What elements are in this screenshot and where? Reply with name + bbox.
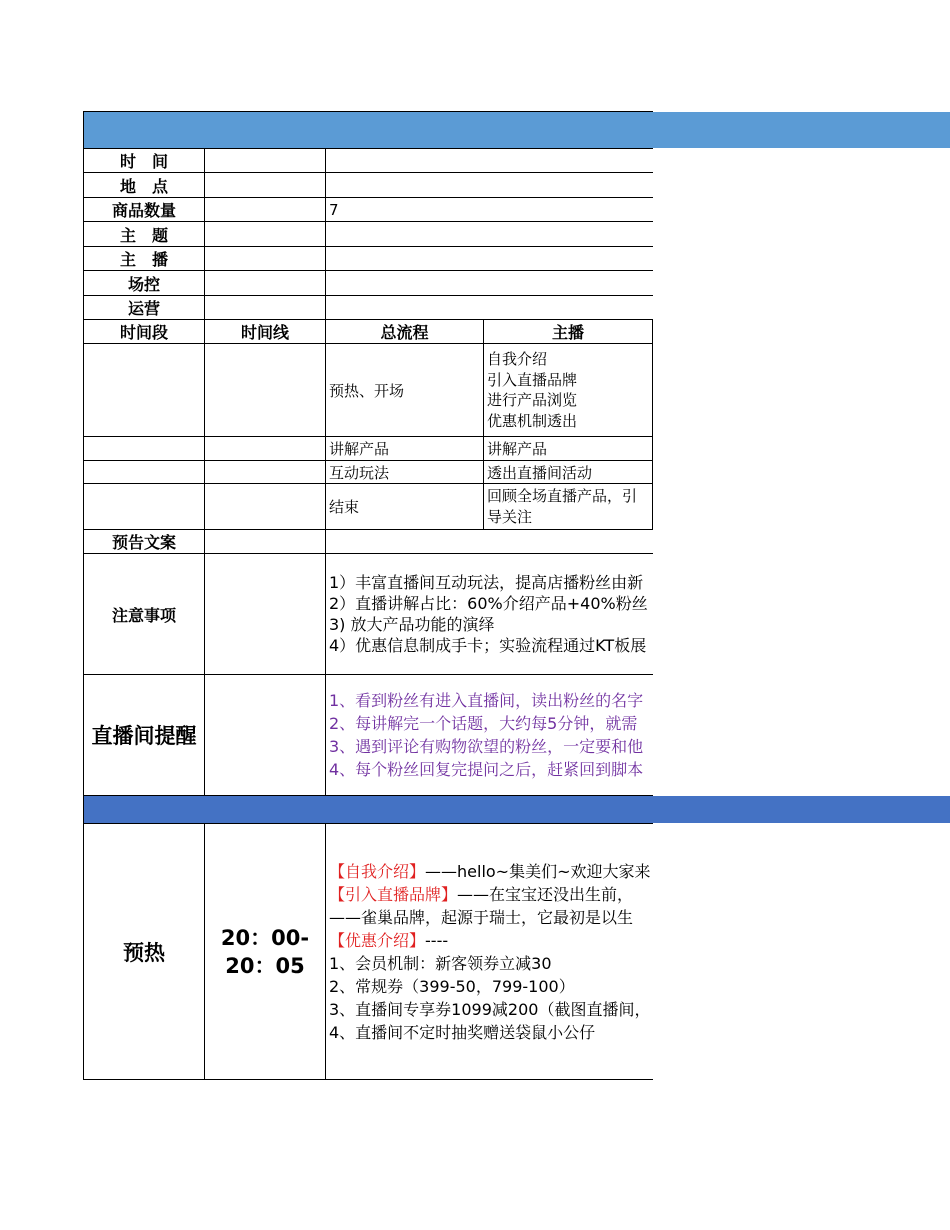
intro-text: ——hello~集美们~欢迎大家来 xyxy=(425,862,651,881)
section-header-band xyxy=(84,796,950,823)
notes-line: 4）优惠信息制成手卡；实验流程通过KT板展 xyxy=(329,636,647,655)
host-line: 导关注 xyxy=(487,507,533,526)
intro-tag: 【自我介绍】 xyxy=(329,862,426,881)
time-label: 时 间 xyxy=(119,152,168,171)
host-cell[interactable]: 透出直播间活动 xyxy=(487,463,593,482)
flow-cell[interactable]: 结束 xyxy=(329,498,360,516)
host-line: 自我介绍 xyxy=(487,350,548,368)
notes-line: 1）丰富直播间互动玩法，提高店播粉丝由新 xyxy=(329,573,644,592)
warmup-time-end: 20：05 xyxy=(225,953,305,978)
reminder-line: 3、遇到评论有购物欲望的粉丝，一定要和他 xyxy=(329,737,644,756)
title-header-band xyxy=(84,112,950,148)
header-period: 时间段 xyxy=(119,323,168,342)
header-host: 主播 xyxy=(551,323,584,342)
host-line: 进行产品浏览 xyxy=(487,391,578,409)
brand-text: ——在宝宝还没出生前， xyxy=(457,885,634,904)
theme-label: 主 题 xyxy=(119,225,168,245)
reminder-line: 2、每讲解完一个话题，大约每5分钟，就需 xyxy=(329,714,638,733)
grid-line xyxy=(84,111,653,112)
grid-line xyxy=(84,1079,653,1080)
notes-label: 注意事项 xyxy=(111,605,176,625)
offer-tag: 【优惠介绍】 xyxy=(329,931,426,950)
notes-line: 3) 放大产品功能的演绎 xyxy=(329,615,495,634)
reminder-label: 直播间提醒 xyxy=(91,724,197,748)
brand-line xyxy=(329,883,633,906)
flow-cell[interactable]: 互动玩法 xyxy=(329,463,390,482)
intro-line xyxy=(329,860,651,883)
host-cell[interactable] xyxy=(484,484,652,529)
flow-cell[interactable]: 预热、开场 xyxy=(329,381,405,400)
grid-line xyxy=(652,319,653,530)
flow-cell[interactable]: 讲解产品 xyxy=(329,440,390,458)
field-control-label: 场控 xyxy=(127,274,160,294)
preview-copy-label: 预告文案 xyxy=(111,533,176,552)
warmup-time-start: 20：00- xyxy=(220,925,310,950)
warmup-label: 预热 xyxy=(123,940,165,965)
reminder-line: 4、每个粉丝回复完提问之后，赶紧回到脚本 xyxy=(329,760,644,779)
offer-text: ---- xyxy=(425,931,449,950)
host-cell[interactable]: 讲解产品 xyxy=(487,440,548,458)
notes-content[interactable] xyxy=(326,554,652,674)
product-count-label: 商品数量 xyxy=(111,201,176,220)
place-label: 地 点 xyxy=(119,176,168,196)
reminder-line: 1、看到粉丝有进入直播间，读出粉丝的名字 xyxy=(329,691,644,710)
offer-item: 1、会员机制：新客领券立减30 xyxy=(329,954,552,973)
header-timeline: 时间线 xyxy=(240,323,289,342)
header-flow: 总流程 xyxy=(380,323,429,342)
grid-line xyxy=(84,795,653,796)
offer-item: 2、常规券（399-50，799-100） xyxy=(329,977,575,996)
host-cell[interactable] xyxy=(484,344,652,436)
warmup-script[interactable] xyxy=(326,824,652,1079)
offer-item: 3、直播间专享券1099减200（截图直播间， xyxy=(329,1000,651,1019)
host-label: 主 播 xyxy=(119,250,168,269)
brand-line-2: ——雀巢品牌，起源于瑞士，它最初是以生 xyxy=(329,908,634,927)
host-line: 回顾全场直播产品，引 xyxy=(487,486,638,505)
reminder-content[interactable] xyxy=(326,675,652,795)
notes-line: 2）直播讲解占比：60%介绍产品+40%粉丝 xyxy=(329,594,648,613)
warmup-time xyxy=(205,824,325,1079)
host-line: 引入直播品牌 xyxy=(487,370,578,389)
offer-item: 4、直播间不定时抽奖赠送袋鼠小公仔 xyxy=(329,1023,596,1042)
host-line: 优惠机制透出 xyxy=(487,411,578,430)
operations-label: 运营 xyxy=(127,299,160,318)
offer-line xyxy=(329,929,448,952)
brand-tag: 【引入直播品牌】 xyxy=(329,885,458,904)
grid-line xyxy=(204,148,205,796)
product-count-value[interactable]: 7 xyxy=(329,200,339,219)
